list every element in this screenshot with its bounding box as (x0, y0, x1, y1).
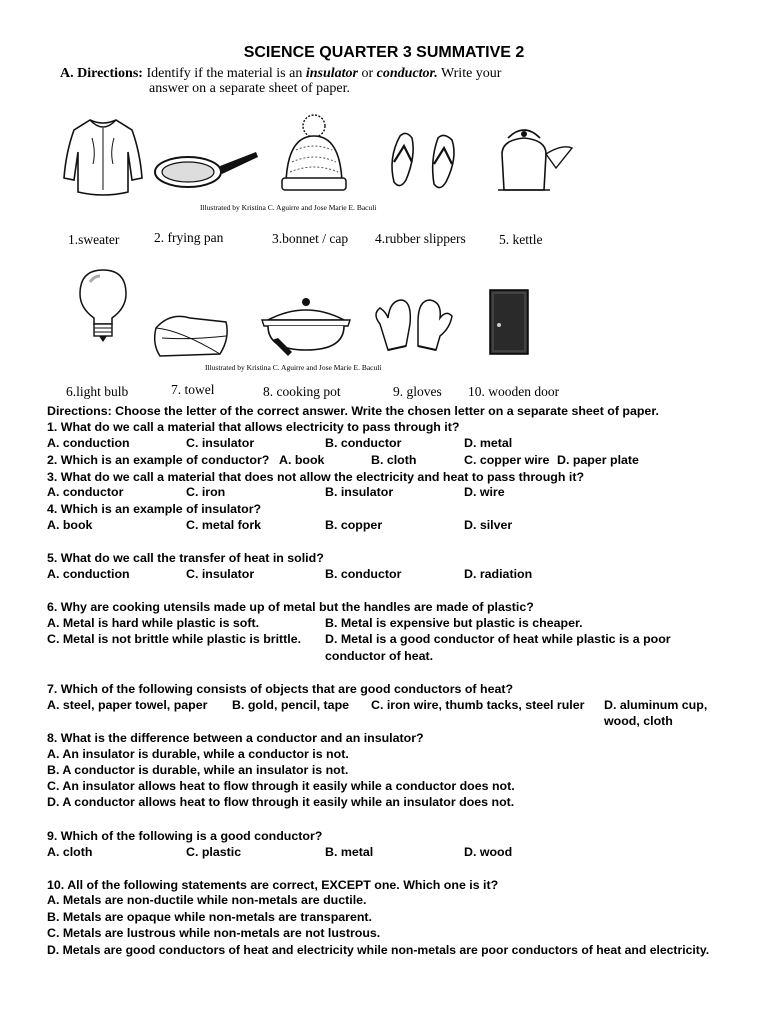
q8-option-d: D. A conductor allows heat to flow through it easily while an insulator does not. (47, 795, 515, 809)
q6-option-d: D. Metal is a good conductor of heat while plastic is a poor (325, 632, 671, 646)
illustration-credit-1: Illustrated by Kristina C. Aguirre and Jose Marie E. Baculi (200, 203, 377, 212)
question-10: 10. All of the following statements are correct, EXCEPT one. Which one is it? (47, 878, 499, 892)
q8-option-c: C. An insulator allows heat to flow through it easily while a conductor does not. (47, 779, 515, 793)
part-a-line-2: answer on a separate sheet of paper. (149, 81, 350, 96)
q1-option-a: A. conduction (47, 436, 130, 450)
item-label-5: 5. kettle (499, 232, 543, 247)
item-label-9: 9. gloves (393, 384, 442, 399)
q6-option-d-cont: conductor of heat. (325, 649, 434, 663)
q9-option-d: D. wood (464, 845, 513, 859)
item-label-1: 1.sweater (68, 232, 120, 247)
q2-option-b: B. cloth (371, 453, 417, 467)
q4-option-b: B. copper (325, 518, 383, 532)
q5-option-d: D. radiation (464, 567, 533, 581)
q8-option-a: A. An insulator is durable, while a conductor is not. (47, 747, 349, 761)
q2-option-a: A. book (279, 453, 325, 467)
towel-icon (150, 308, 232, 360)
part-a-text-1: Identify if the material is an (146, 66, 303, 81)
item-label-10: 10. wooden door (468, 384, 560, 399)
q8-option-b: B. A conductor is durable, while an insulator is not. (47, 763, 349, 777)
q2-option-c: C. copper wire (464, 453, 550, 467)
q6-option-a: A. Metal is hard while plastic is soft. (47, 616, 260, 630)
q9-option-b: B. metal (325, 845, 374, 859)
question-9: 9. Which of the following is a good conductor? (47, 829, 323, 843)
q7-option-b: B. gold, pencil, tape (232, 698, 350, 712)
sweater-icon (62, 112, 144, 198)
q5-option-a: A. conduction (47, 567, 130, 581)
question-7: 7. Which of the following consists of objects that are good conductors of heat? (47, 682, 514, 696)
q3-option-a: A. conductor (47, 485, 124, 499)
part-a-directions (60, 66, 501, 96)
question-3: 3. What do we call a material that does not allow the electricity and heat to pass through it? (47, 470, 585, 484)
q4-option-c: C. metal fork (186, 518, 262, 532)
q7-option-d-cont: wood, cloth (604, 714, 673, 728)
door-icon (489, 289, 529, 355)
item-label-8: 8. cooking pot (263, 384, 341, 399)
q7-option-a: A. steel, paper towel, paper (47, 698, 208, 712)
part-b-directions: Directions: Choose the letter of the correct answer. Write the chosen letter on a separate sheet of paper. (47, 404, 659, 418)
question-8: 8. What is the difference between a conductor and an insulator? (47, 731, 424, 745)
word-insulator: insulator (305, 66, 358, 81)
q6-option-b: B. Metal is expensive but plastic is cheaper. (325, 616, 583, 630)
q5-option-c: C. insulator (186, 567, 255, 581)
item-label-3: 3.bonnet / cap (272, 231, 349, 246)
q5-option-b: B. conductor (325, 567, 402, 581)
gloves-icon (368, 294, 456, 358)
q4-option-a: A. book (47, 518, 93, 532)
question-1: 1. What do we call a material that allows electricity to pass through it? (47, 420, 460, 434)
kettle-icon (494, 120, 576, 196)
part-a-label: A. Directions: (60, 66, 143, 81)
q7-option-c: C. iron wire, thumb tacks, steel ruler (371, 698, 585, 712)
part-a-text-3: Write your (440, 66, 502, 81)
question-5: 5. What do we call the transfer of heat in solid? (47, 551, 324, 565)
q3-option-c: C. iron (186, 485, 226, 499)
cooking-pot-icon (258, 294, 354, 358)
question-4: 4. Which is an example of insulator? (47, 502, 262, 516)
question-2: 2. Which is an example of conductor? (47, 453, 270, 467)
q1-option-c: C. insulator (186, 436, 255, 450)
q10-option-b: B. Metals are opaque while non-metals are transparent. (47, 910, 373, 924)
q4-option-d: D. silver (464, 518, 513, 532)
item-label-7: 7. towel (171, 382, 215, 397)
q10-option-d: D. Metals are good conductors of heat and electricity while non-metals are poor conductors of heat and electricity. (47, 943, 710, 957)
q1-option-b: B. conductor (325, 436, 402, 450)
q6-option-c: C. Metal is not brittle while plastic is brittle. (47, 632, 302, 646)
bonnet-icon (278, 112, 350, 196)
part-a-text-2: or (361, 66, 374, 81)
item-label-6: 6.light bulb (66, 384, 129, 399)
frying-pan-icon (152, 144, 260, 194)
question-6: 6. Why are cooking utensils made up of metal but the handles are made of plastic? (47, 600, 534, 614)
item-label-4: 4.rubber slippers (375, 231, 466, 246)
q3-option-d: D. wire (464, 485, 505, 499)
q10-option-a: A. Metals are non-ductile while non-metals are ductile. (47, 893, 367, 907)
q2-option-d: D. paper plate (557, 453, 639, 467)
slippers-icon (386, 128, 470, 194)
q1-option-d: D. metal (464, 436, 513, 450)
q9-option-a: A. cloth (47, 845, 93, 859)
q7-option-d: D. aluminum cup, (604, 698, 708, 712)
word-conductor: conductor. (376, 66, 438, 81)
q3-option-b: B. insulator (325, 485, 394, 499)
q9-option-c: C. plastic (186, 845, 242, 859)
illustration-credit-2: Illustrated by Kristina C. Aguirre and Jose Marie E. Baculi (205, 363, 382, 372)
light-bulb-icon (76, 268, 130, 344)
page-title: SCIENCE QUARTER 3 SUMMATIVE 2 (243, 44, 525, 61)
q10-option-c: C. Metals are lustrous while non-metals are not lustrous. (47, 926, 381, 940)
item-label-2: 2. frying pan (154, 230, 224, 245)
